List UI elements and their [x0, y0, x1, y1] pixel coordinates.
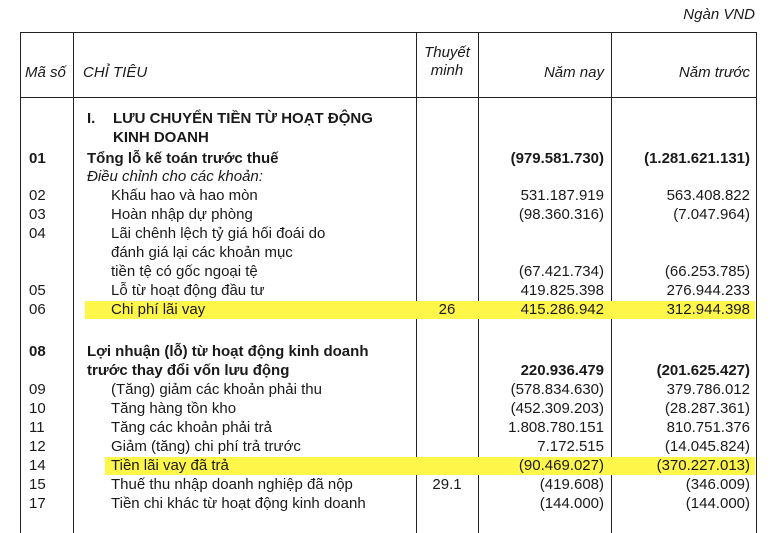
- table-row-highlighted: [21, 301, 756, 319]
- table-row: [21, 282, 756, 300]
- row-label: Thuế thu nhập doanh nghiệp đã nộp: [111, 476, 353, 493]
- row-current-value: (452.309.203): [510, 400, 604, 417]
- row-label: Tổng lỗ kế toán trước thuế: [87, 150, 279, 167]
- table-row: [21, 400, 756, 418]
- row-previous-value: (28.287.361): [664, 400, 750, 417]
- row-code: 08: [29, 343, 46, 360]
- row-label: trước thay đổi vốn lưu động: [87, 362, 290, 379]
- row-previous-value: (346.009): [685, 476, 750, 493]
- row-label: Lỗ từ hoạt động đầu tư: [111, 282, 265, 299]
- header-item: CHỈ TIÊU: [83, 64, 148, 81]
- row-previous-value: (370.227.013): [656, 457, 750, 474]
- row-label: Tiền lãi vay đã trả: [111, 457, 229, 474]
- table-row: [21, 476, 756, 494]
- row-label: Lãi chênh lệch tỷ giá hối đoái do: [111, 225, 326, 242]
- table-row: [21, 225, 756, 243]
- row-code: 14: [29, 457, 46, 474]
- row-label: Chi phí lãi vay: [111, 301, 206, 318]
- row-current-value: 1.808.780.151: [508, 419, 604, 436]
- row-current-value: 7.172.515: [537, 438, 604, 455]
- row-current-value: (90.469.027): [518, 457, 604, 474]
- row-label: đánh giá lại các khoản mục: [111, 244, 293, 261]
- table-row: [21, 495, 756, 513]
- row-current-value: 531.187.919: [520, 187, 604, 204]
- section-title-line1: LƯU CHUYỂN TIỀN TỪ HOẠT ĐỘNG: [113, 110, 373, 127]
- row-code: 04: [29, 225, 46, 242]
- table-row-highlighted: [21, 457, 756, 475]
- row-code: 09: [29, 381, 46, 398]
- row-previous-value: (7.047.964): [673, 206, 750, 223]
- row-label: Giảm (tăng) chi phí trả trước: [111, 438, 301, 455]
- header-current-year: Năm nay: [543, 64, 604, 81]
- row-code: 12: [29, 438, 46, 455]
- row-current-value: (98.360.316): [518, 206, 604, 223]
- row-code: 11: [29, 419, 45, 436]
- row-label: Hoàn nhập dự phòng: [111, 206, 253, 223]
- table-row: [21, 343, 756, 361]
- row-code: 15: [29, 476, 46, 493]
- table-row: [21, 362, 756, 380]
- row-label: Tiền chi khác từ hoạt động kinh doanh: [111, 495, 366, 512]
- header-note: Thuyết minh: [424, 44, 470, 79]
- table-row: [21, 168, 756, 186]
- row-previous-value: (66.253.785): [664, 263, 750, 280]
- section-number: I.: [87, 110, 96, 127]
- section-title: [87, 109, 373, 128]
- table-row: [21, 187, 756, 205]
- currency-unit-label: Ngàn VND: [683, 6, 755, 23]
- table-row: [21, 438, 756, 456]
- row-label: (Tăng) giảm các khoản phải thu: [111, 381, 322, 398]
- row-code: 06: [29, 301, 46, 318]
- row-current-value: (979.581.730): [510, 150, 604, 167]
- row-label: tiền tệ có gốc ngoại tệ: [111, 263, 258, 280]
- row-previous-value: (14.045.824): [664, 438, 750, 455]
- table-row: [21, 381, 756, 399]
- section-title-line2: KINH DOANH: [113, 129, 209, 146]
- row-code: 03: [29, 206, 46, 223]
- row-previous-value: (1.281.621.131): [644, 150, 750, 167]
- row-current-value: (419.608): [539, 476, 604, 493]
- row-previous-value: 379.786.012: [666, 381, 750, 398]
- table-row: [21, 419, 756, 437]
- table-row: [21, 206, 756, 224]
- row-current-value: (67.421.734): [518, 263, 604, 280]
- row-current-value: (578.834.630): [510, 381, 604, 398]
- row-note: 26: [438, 301, 456, 318]
- row-previous-value: (201.625.427): [656, 362, 750, 379]
- row-previous-value: 276.944.233: [666, 282, 750, 299]
- header-code: Mã số: [25, 64, 66, 81]
- row-label: Tăng hàng tồn kho: [111, 400, 237, 417]
- row-previous-value: 312.944.398: [666, 301, 750, 318]
- row-label: Điều chỉnh cho các khoản:: [87, 168, 263, 185]
- row-code: 05: [29, 282, 46, 299]
- row-previous-value: 563.408.822: [666, 187, 750, 204]
- row-current-value: 220.936.479: [520, 362, 604, 379]
- table-row: [21, 150, 756, 168]
- row-code: 10: [29, 400, 46, 417]
- header-previous-year: Năm trước: [678, 64, 750, 81]
- row-previous-value: 810.751.376: [666, 419, 750, 436]
- row-label: Khấu hao và hao mòn: [111, 187, 258, 204]
- row-code: 02: [29, 187, 46, 204]
- table-row: [21, 244, 756, 262]
- row-current-value: 415.286.942: [520, 301, 604, 318]
- header-divider: [21, 97, 756, 98]
- row-current-value: (144.000): [539, 495, 604, 512]
- row-note: 29.1: [432, 476, 462, 493]
- row-code: 01: [29, 150, 46, 167]
- cash-flow-table: [20, 32, 757, 533]
- table-row: [21, 263, 756, 281]
- row-current-value: 419.825.398: [520, 282, 604, 299]
- row-label: Lợi nhuận (lỗ) từ hoạt động kinh doanh: [87, 343, 369, 360]
- row-previous-value: (144.000): [685, 495, 750, 512]
- row-label: Tăng các khoản phải trả: [111, 419, 272, 436]
- row-code: 17: [29, 495, 46, 512]
